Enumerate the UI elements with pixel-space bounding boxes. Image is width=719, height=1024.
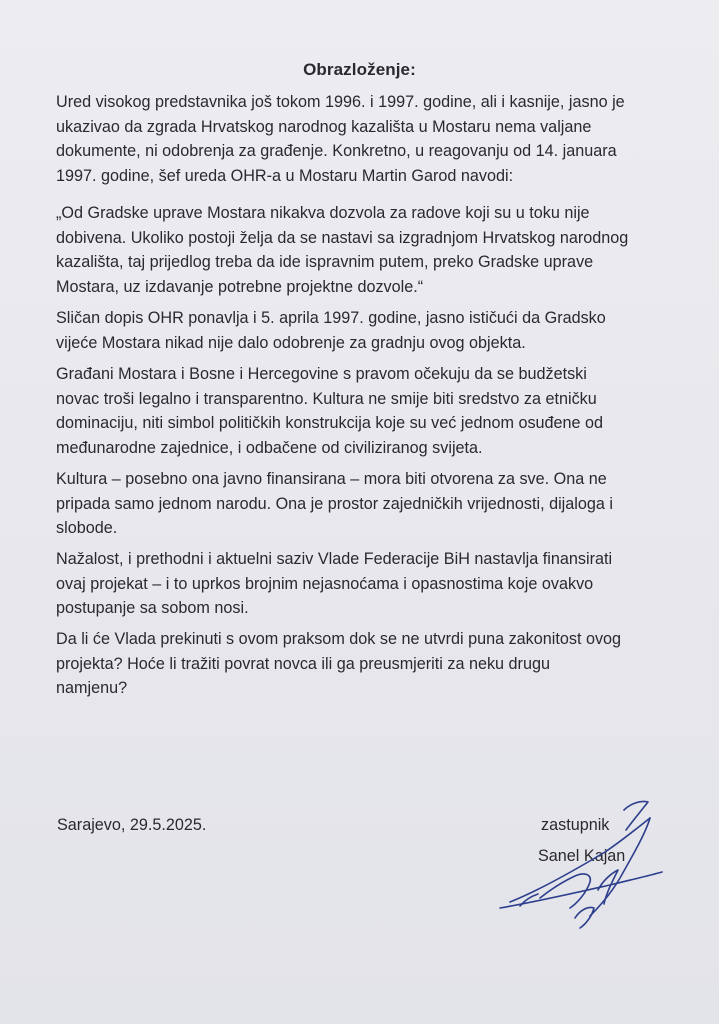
paragraph-4 [56,362,656,460]
paragraph-line: Građani Mostara i Bosne i Hercegovine s pravom očekuju da se budžetski [56,365,587,383]
paragraph-line: ovaj projekat – i to uprkos brojnim nejasnoćama i opasnostima koje ovakvo [56,574,594,593]
paragraph-line: vijeće Mostara nikad nije dalo odobrenje za gradnju ovog objekta. [56,333,526,352]
paragraph-line: kazališta, taj prijedlog treba da ide ispravnim putem, preko Gradske uprave [56,253,594,272]
signature-stroke [575,907,594,928]
paragraph-2-quote [56,201,656,299]
paragraph-5 [56,467,656,541]
paragraph-line: projekta? Hoće li tražiti povrat novca ili ga preusmjeriti za neku drugu [56,654,550,673]
signatory-role: zastupnik [541,816,610,834]
paragraph-6 [56,547,656,621]
paragraph-line: novac troši legalno i transparentno. Kultura ne smije biti sredstvo za etničku [56,389,597,408]
signature-strokes [500,801,662,928]
handwritten-signature [480,790,680,940]
signature-stroke [510,818,650,902]
paragraph-line: Mostara, uz izdavanje potrebne projektne dozvole.“ [56,277,424,296]
paragraph-line: pripada samo jednom narodu. Ona je prostor zajedničkih vrijednosti, dijaloga i [56,494,613,513]
paragraph-line: Da li će Vlada prekinuti s ovom praksom dok se ne utvrdi puna zakonitost ovog [56,630,622,648]
signature-stroke [590,818,650,916]
paragraph-line: dominaciju, niti simbol političkih konstrukcija koje su već jednom osuđene od [56,414,604,433]
paragraph-line: „Od Gradske uprave Mostara nikakva dozvola za radove koji su u toku nije [56,204,590,222]
paragraph-line: dokumente, ni odobrenja za građenje. Konkretno, u reagovanju od 14. januara [56,142,617,161]
paragraph-line: dobivena. Ukoliko postoji želja da se nastavi sa izgradnjom Hrvatskog narodnog [56,228,629,247]
paragraph-line: Kultura – posebno ona javno finansirana – mora biti otvorena za sve. Ona ne [56,470,607,488]
place-date: Sarajevo, 29.5.2025. [57,816,207,834]
paragraph-line: 1997. godine, šef ureda OHR-a u Mostaru Martin Garod navodi: [56,166,514,185]
signatory-name: Sanel Kajan [538,847,626,865]
paragraph-7 [56,627,656,701]
paragraph-1 [56,90,656,188]
paragraph-line: namjenu? [56,679,128,698]
document-title: Obrazloženje: [303,60,416,79]
paragraph-line: Sličan dopis OHR ponavlja i 5. aprila 1997. godine, jasno ističući da Gradsko [56,309,606,327]
paragraph-line: ukazivao da zgrada Hrvatskog narodnog kazališta u Mostaru nema valjane [56,117,592,136]
paragraph-line: postupanje sa sobom nosi. [56,599,249,618]
signature-stroke [624,801,648,830]
paragraph-line: Nažalost, i prethodni i aktuelni saziv Vlade Federacije BiH nastavlja finansirati [56,550,613,568]
paragraph-line: slobode. [56,519,118,538]
paragraph-line: Ured visokog predstavnika još tokom 1996. i 1997. godine, ali i kasnije, jasno je [56,93,625,111]
paragraph-line: međunarodne zajednice, i odbačene od civiliziranog svijeta. [56,438,483,457]
paragraph-3 [56,306,656,355]
